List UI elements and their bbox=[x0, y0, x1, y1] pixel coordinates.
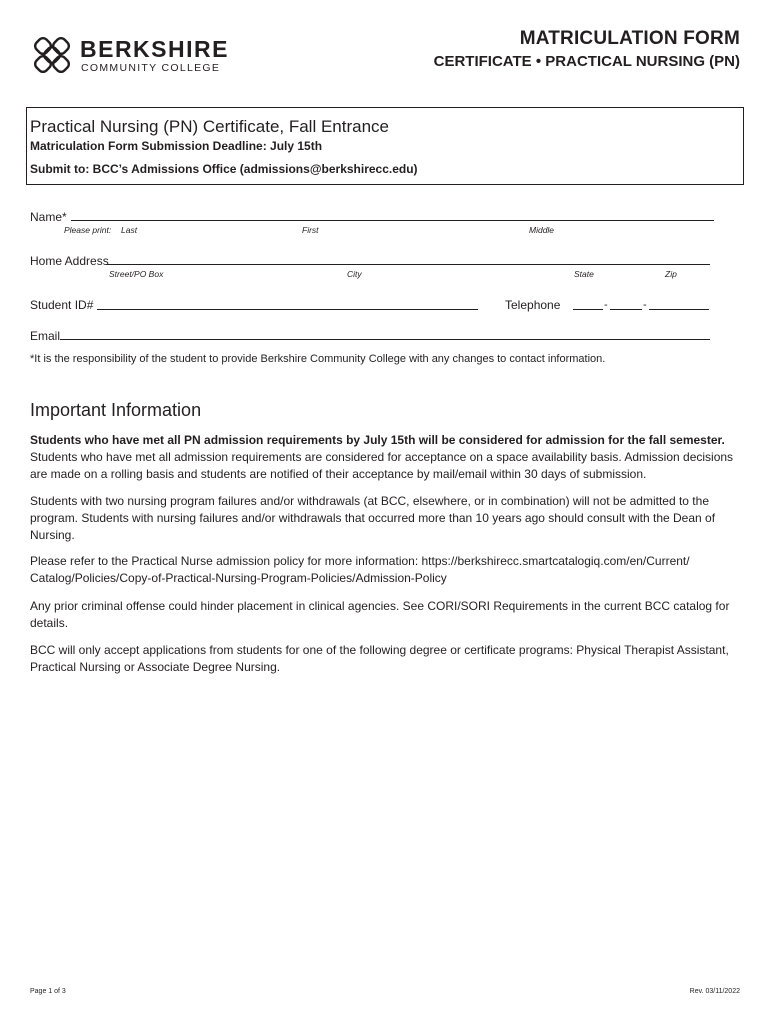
important-paragraph-3: Please refer to the Practical Nurse admission policy for more information: https://berkshirecc.smartcatalogiq.com/en/Current/ Catalog/Policies/Copy-of-Practical-Nursing-Program-Policies/Admission-Policy bbox=[30, 554, 690, 585]
important-heading: Important Information bbox=[30, 400, 202, 420]
student-id-label: Student ID# bbox=[30, 298, 94, 312]
address-field[interactable] bbox=[106, 264, 710, 265]
celtic-knot-logo-icon bbox=[30, 33, 74, 77]
name-middle-hint: Middle bbox=[529, 225, 555, 235]
info-heading: Practical Nursing (PN) Certificate, Fall Entrance bbox=[30, 117, 390, 136]
page-number: Page 1 of 3 bbox=[30, 988, 66, 995]
telephone-label: Telephone bbox=[505, 298, 561, 312]
important-paragraph-5: BCC will only accept applications from students for one of the following degree or certificate programs: Physical Therapist Assistant, Practical Nursing or Associate Degree Nursing. bbox=[30, 643, 729, 674]
deadline-text: Matriculation Form Submission Deadline: July 15th bbox=[30, 139, 323, 153]
address-street-hint: Street/PO Box bbox=[109, 269, 164, 279]
telephone-field[interactable]: - - bbox=[573, 300, 709, 311]
name-label: Name* bbox=[30, 210, 67, 224]
address-city-hint: City bbox=[347, 269, 362, 279]
address-label: Home Address bbox=[30, 254, 109, 268]
contact-note: *It is the responsibility of the student to provide Berkshire Community College with any changes to contact information. bbox=[30, 353, 606, 365]
brand-tagline: COMMUNITY COLLEGE bbox=[81, 62, 221, 74]
address-zip-hint: Zip bbox=[665, 269, 677, 279]
email-label: Email bbox=[30, 329, 61, 343]
submit-to-text: Submit to: BCC’s Admissions Office (admissions@berkshirecc.edu) bbox=[30, 162, 418, 176]
important-paragraph-1-rest: Students who have met all admission requirements are considered for acceptance on a space availability basis. Admission decisions are made on a rolling basis and students are notified of their acceptance by mail/email within 30 days of submission. bbox=[30, 450, 734, 481]
form-subtitle: CERTIFICATE • PRACTICAL NURSING (PN) bbox=[433, 53, 740, 70]
email-field[interactable] bbox=[60, 339, 710, 340]
important-paragraph-2: Students with two nursing program failures and/or withdrawals (at BCC, elsewhere, or in combination) will not be admitted to the program. Students with nursing failures and/or withdrawals that occurred more than 10 years ago should consult with the Dean of Nursing. bbox=[30, 494, 716, 542]
name-print-hint: Please print: bbox=[64, 225, 112, 235]
student-id-field[interactable] bbox=[97, 309, 478, 310]
important-paragraph-4: Any prior criminal offense could hinder placement in clinical agencies. See CORI/SORI Requirements in the current BCC catalog for details. bbox=[30, 599, 730, 630]
important-paragraph-1 bbox=[30, 432, 738, 483]
brand-name: BERKSHIRE bbox=[80, 36, 229, 62]
important-paragraph-1-bold: Students who have met all PN admission requirements by July 15th will be considered for admission for the fall semester. bbox=[30, 433, 725, 447]
name-first-hint: First bbox=[302, 225, 319, 235]
address-state-hint: State bbox=[574, 269, 594, 279]
revision-date: Rev. 03/11/2022 bbox=[689, 988, 740, 995]
name-field[interactable] bbox=[71, 220, 714, 221]
form-title: MATRICULATION FORM bbox=[519, 28, 740, 49]
name-last-hint: Last bbox=[121, 225, 138, 235]
